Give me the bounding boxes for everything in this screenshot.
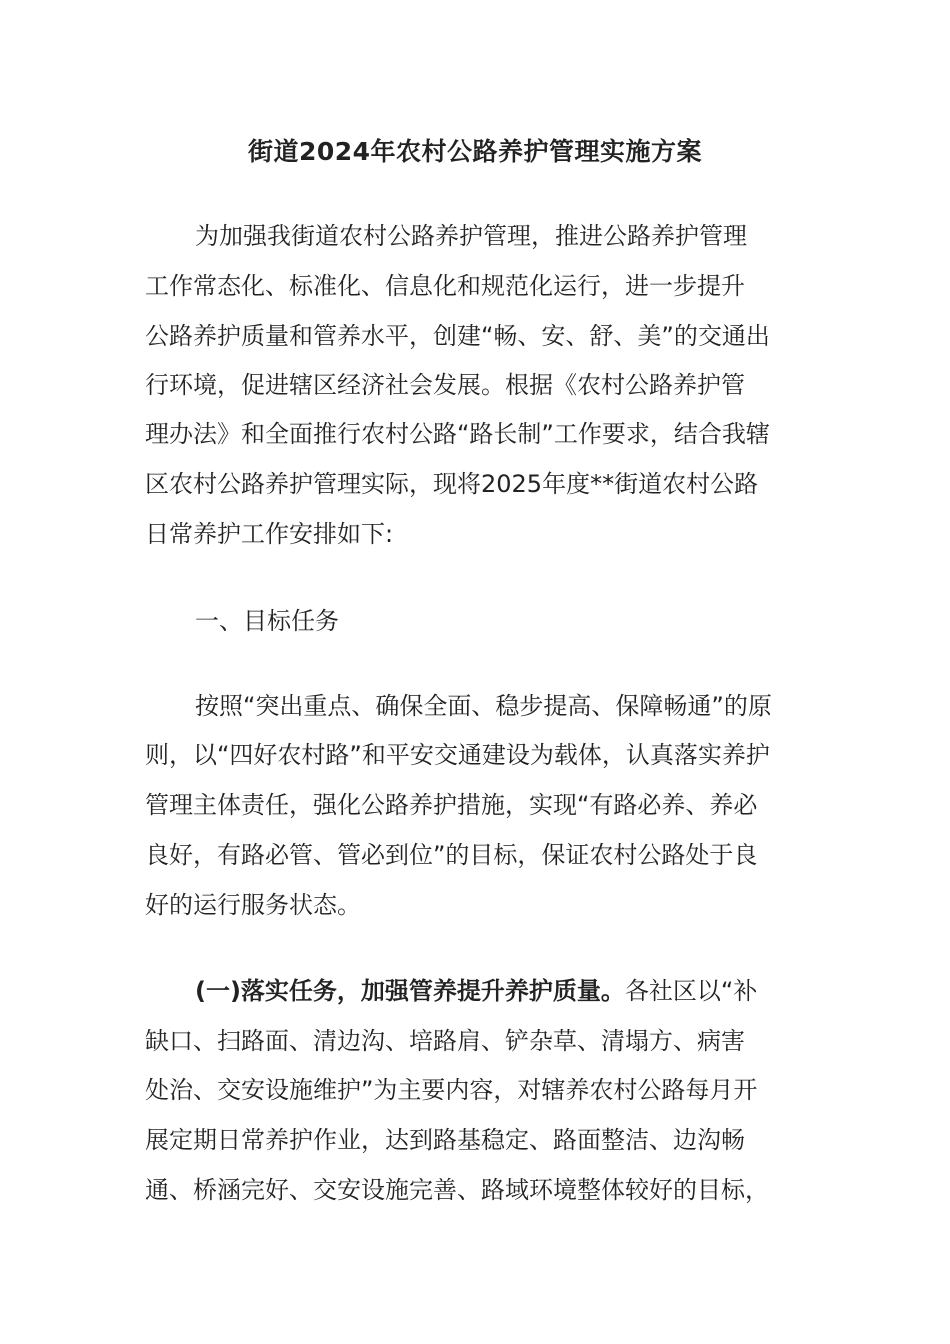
- subsection-line: 缺口、扫路面、清边沟、培路肩、铲杂草、清塌方、病害: [145, 1027, 745, 1055]
- intro-line: 公路养护质量和管养水平，创建“畅、安、舒、美”的交通出: [145, 322, 770, 350]
- subsection-first-line: [195, 973, 757, 1009]
- section-line: 则，以“四好农村路”和平安交通建设为载体，认真落实养护: [145, 741, 770, 769]
- section-line: 按照“突出重点、确保全面、稳步提高、保障畅通”的原: [195, 692, 772, 720]
- section-line: 管理主体责任，强化公路养护措施，实现“有路必养、养必: [145, 791, 758, 819]
- subsection-line: 处治、交安设施维护”为主要内容，对辖养农村公路每月开: [145, 1076, 758, 1104]
- section-line: 好的运行服务状态。: [145, 891, 361, 919]
- intro-line: 为加强我街道农村公路养护管理，推进公路养护管理: [195, 222, 747, 250]
- subsection-lead-rest: 各社区以“补: [624, 977, 758, 1005]
- subsection-bold-lead: (一)落实任务，加强管养提升养护质量。: [195, 977, 625, 1005]
- intro-line: 区农村公路养护管理实际，现将2025年度**街道农村公路: [145, 470, 759, 498]
- intro-line: 日常养护工作安排如下:: [145, 520, 394, 548]
- document-title: 街道2024年农村公路养护管理实施方案: [247, 137, 703, 166]
- section-line: 良好，有路必管、管必到位”的目标，保证农村公路处于良: [145, 841, 758, 869]
- intro-line: 理办法》和全面推行农村公路“路长制”工作要求，结合我辖: [145, 420, 770, 448]
- section-heading: 一、目标任务: [195, 607, 339, 635]
- intro-line: 行环境，促进辖区经济社会发展。根据《农村公路养护管: [145, 371, 745, 399]
- subsection-line: 展定期日常养护作业，达到路基稳定、路面整洁、边沟畅: [145, 1126, 745, 1154]
- intro-line: 工作常态化、标准化、信息化和规范化运行，进一步提升: [145, 272, 745, 300]
- subsection-line: 通、桥涵完好、交安设施完善、路域环境整体较好的目标，: [145, 1176, 769, 1204]
